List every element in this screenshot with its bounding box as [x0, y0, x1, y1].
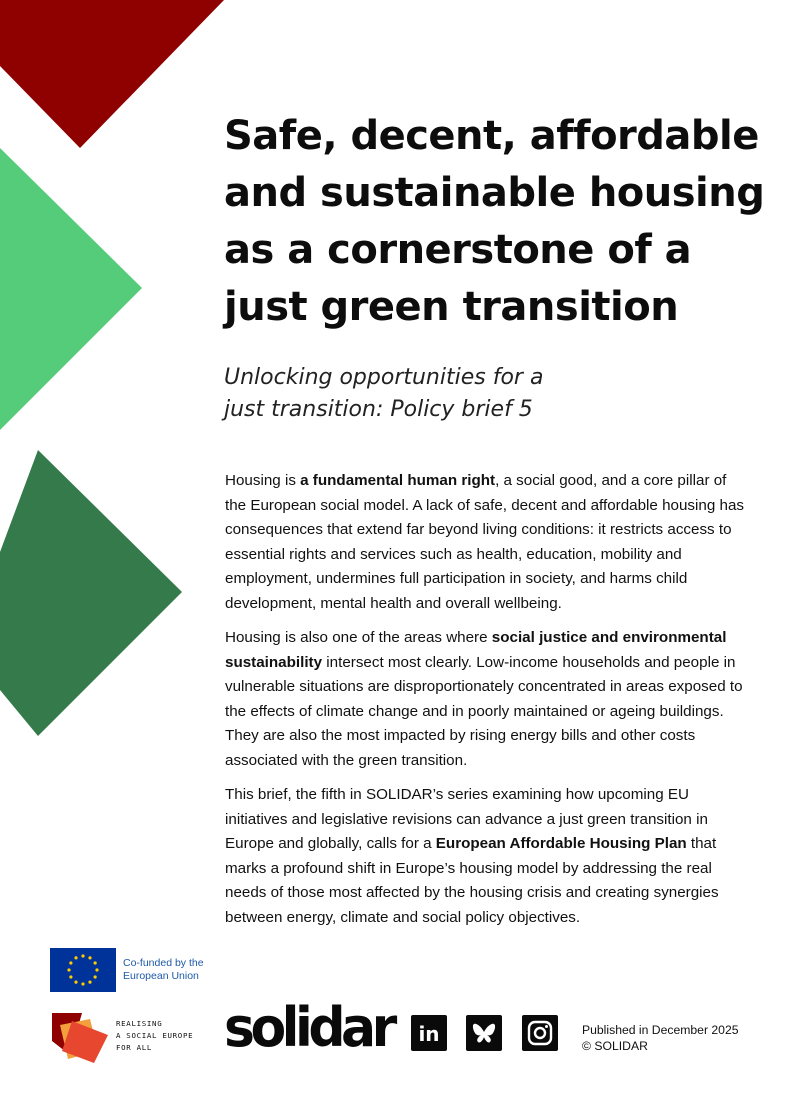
decorative-shapes — [0, 0, 230, 740]
copyright: © SOLIDAR — [582, 1038, 648, 1053]
solidar-logo[interactable]: solidar — [224, 996, 393, 1060]
eu-star — [69, 961, 72, 964]
body-text — [225, 469, 750, 940]
paragraph-1 — [225, 469, 750, 616]
eu-star — [88, 956, 91, 959]
eu-star — [81, 954, 84, 957]
eu-star — [81, 982, 84, 985]
title-line: as a cornerstone of a — [224, 227, 692, 273]
dark-green-diamond — [0, 450, 182, 736]
eu-star — [95, 968, 98, 971]
title-line: Safe, decent, affordable — [224, 113, 759, 159]
bold-phrase: a fundamental human right — [300, 472, 496, 489]
text-run: intersect most clearly. Low-income households and people in vulnerable situations are disproportionately concentrated in areas exposed to the effects of climate change and in poorly maintained or ageing buildings. They are also the most impacted by rising energy bills and other costs associated with the green transition. — [225, 653, 743, 769]
text-run: , a social good, and a core pillar of the European social model. A lack of safe, decent and affordable housing has consequences that extend far beyond living conditions: it restricts access to essential rights and services such as health, education, mobility and employment, undermines full participation in society, and harms child development, mental health and overall wellbeing. — [225, 472, 744, 612]
title-line: and sustainable housing — [224, 170, 765, 216]
text-run: Housing is also one of the areas where — [225, 629, 492, 646]
eu-star — [88, 981, 91, 984]
published-date: Published in December 2025 — [582, 1023, 739, 1037]
light-green-triangle — [0, 148, 142, 430]
text-run: Housing is — [225, 472, 301, 489]
eu-star — [94, 975, 97, 978]
instagram-icon[interactable] — [522, 1015, 558, 1051]
page-title — [224, 108, 765, 336]
rse-line: REALISING — [116, 1019, 163, 1028]
publication-info — [582, 1023, 739, 1054]
rse-line: A SOCIAL EUROPE — [116, 1031, 194, 1040]
eu-star — [74, 981, 77, 984]
eu-star — [69, 975, 72, 978]
title-line: just green transition — [224, 284, 679, 330]
bold-phrase: European Affordable Housing Plan — [435, 835, 687, 852]
subtitle-line: just transition: Policy brief 5 — [224, 397, 533, 422]
eu-cofunded-label — [123, 957, 204, 982]
realising-social-europe-text — [116, 1018, 193, 1054]
eu-star — [74, 956, 77, 959]
page-subtitle — [224, 362, 543, 426]
paragraph-2 — [225, 626, 750, 773]
eu-label-line: European Union — [123, 969, 199, 982]
eu-star — [94, 961, 97, 964]
bluesky-icon[interactable] — [466, 1015, 502, 1051]
linkedin-text: in — [418, 1022, 440, 1046]
text-run: that marks a profound shift in Europe’s housing model by addressing the real needs of those most affected by the housing crisis and creating synergies between energy, climate and social policy objectives. — [225, 835, 719, 926]
paragraph-3 — [225, 783, 750, 930]
rse-line: FOR ALL — [116, 1043, 153, 1052]
subtitle-line: Unlocking opportunities for a — [224, 365, 544, 390]
eu-label-line: Co-funded by the — [123, 957, 204, 969]
dark-red-triangle — [0, 0, 224, 148]
eu-star — [67, 968, 70, 971]
eu-flag-icon — [50, 948, 116, 992]
linkedin-icon[interactable] — [411, 1015, 447, 1051]
realising-social-europe-logo — [50, 1011, 112, 1063]
text-run: This brief, the fifth in SOLIDAR’s series examining how upcoming EU initiatives and legislative revisions can advance a just green transition in Europe and globally, calls for a — [225, 786, 708, 852]
bold-phrase: social justice and environmental sustainability — [225, 629, 727, 671]
